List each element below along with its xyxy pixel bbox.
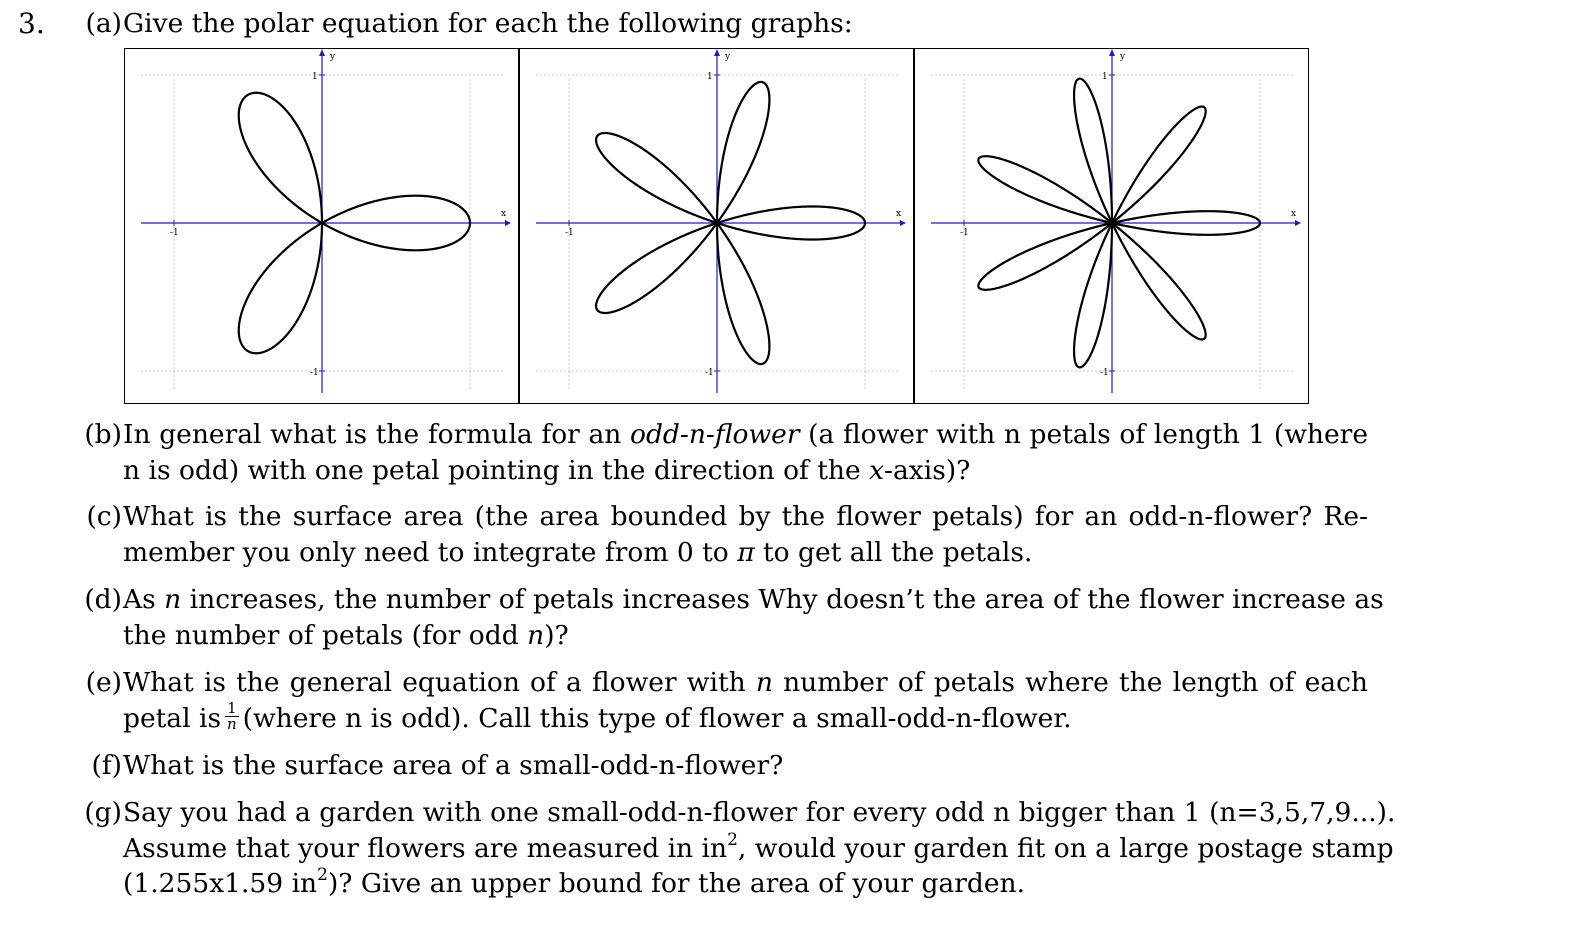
rose-graph-3-petals xyxy=(124,48,519,404)
text-span: , would your garden fit on a large postage stamp xyxy=(737,832,1394,864)
rose-graph-7-petals xyxy=(914,48,1309,404)
tick-label-y-pos: 1 xyxy=(312,72,318,82)
text-span: to get all the petals. xyxy=(754,536,1033,568)
part-e xyxy=(68,665,1368,736)
text-span: )? Give an upper bound for the area of your garden. xyxy=(327,868,1026,899)
tick-label-x-neg: -1 xyxy=(565,228,574,238)
text-span: As xyxy=(123,584,165,615)
text-span: Assume that your flowers are measured in in xyxy=(123,832,728,864)
superscript: 2 xyxy=(317,865,328,886)
part-g-line-3 xyxy=(123,866,1368,902)
part-c xyxy=(68,499,1368,570)
x-axis-label: x xyxy=(501,209,507,219)
part-g-line-1: Say you had a garden with one small-odd-n-flower for every odd n bigger than 1 (n=3,5,7,9...). xyxy=(123,797,1396,828)
part-f-text: What is the surface area of a small-odd-n-flower? xyxy=(123,750,784,781)
n-variable: n xyxy=(755,667,773,698)
text-span: (1.255x1.59 in xyxy=(123,868,318,899)
n-variable: n xyxy=(527,619,545,651)
part-e-label: (e) xyxy=(85,667,122,698)
part-c-line-1: What is the surface area (the area bounded by the flower petals) for an odd-n-flower? Re- xyxy=(123,501,1368,532)
part-f-label: (f) xyxy=(91,750,122,781)
y-axis-label: y xyxy=(725,52,731,62)
rose-plot xyxy=(125,49,518,403)
part-d xyxy=(68,582,1384,653)
text-span: What is the general equation of a flower with xyxy=(123,667,756,698)
text-span: petal is xyxy=(123,702,222,734)
rose-plot xyxy=(520,49,913,403)
text-span: increases, the number of petals increases Why doesn’t the area of the flower increase as xyxy=(181,584,1384,615)
part-a-label: (a) xyxy=(85,8,122,39)
part-a xyxy=(68,6,1368,42)
part-g xyxy=(68,795,1396,902)
x-axis-arrow xyxy=(1295,220,1301,226)
part-e-line-2 xyxy=(123,701,1368,737)
rose-graph-5-petals xyxy=(519,48,914,404)
question-number: 3. xyxy=(18,7,45,40)
fraction-numerator: 1 xyxy=(227,699,237,717)
tick-label-y-pos: 1 xyxy=(1102,72,1108,82)
odd-n-flower-term: odd-n-flower xyxy=(630,419,800,450)
x-axis-label: x xyxy=(896,209,902,219)
fraction-denominator: n xyxy=(227,715,237,733)
part-a-text: Give the polar equation for each the following graphs: xyxy=(123,8,853,39)
y-axis-arrow xyxy=(1109,49,1115,56)
tick-label-x-neg: -1 xyxy=(170,228,179,238)
text-span: n is odd) with one petal pointing in the direction of the xyxy=(123,454,870,486)
text-span: In general what is the formula for an xyxy=(123,419,630,450)
part-c-label: (c) xyxy=(86,501,122,532)
part-g-line-2 xyxy=(123,829,1394,867)
n-variable: n xyxy=(164,584,182,615)
pi-symbol: π xyxy=(737,536,755,568)
text-span: )? xyxy=(544,619,569,651)
part-d-line-2 xyxy=(123,618,1368,654)
y-axis-arrow xyxy=(714,49,720,56)
superscript: 2 xyxy=(727,829,738,850)
x-axis-arrow xyxy=(505,220,511,226)
tick-label-y-neg: -1 xyxy=(1100,368,1109,378)
text-span: -axis)? xyxy=(884,454,971,486)
tick-label-y-neg: -1 xyxy=(705,368,714,378)
y-axis-label: y xyxy=(1120,52,1126,62)
y-axis-arrow xyxy=(319,49,325,56)
text-span: (where n is odd). Call this type of flower a small-odd-n-flower. xyxy=(242,702,1072,734)
fraction-one-over-n xyxy=(225,701,239,732)
part-g-label: (g) xyxy=(84,797,122,828)
text-span: (a flower with n petals of length 1 (where xyxy=(799,419,1368,450)
part-d-label: (d) xyxy=(84,584,122,615)
text-span: the number of petals (for odd xyxy=(123,619,528,651)
x-axis-arrow xyxy=(900,220,906,226)
x-variable: x xyxy=(869,454,885,486)
tick-label-y-neg: -1 xyxy=(310,368,319,378)
part-b xyxy=(68,417,1368,488)
part-c-line-2 xyxy=(123,535,1368,571)
part-e-line-1 xyxy=(123,665,1368,701)
part-b-line-2 xyxy=(123,453,1368,489)
y-axis-label: y xyxy=(330,52,336,62)
rose-plot xyxy=(915,49,1308,403)
tick-label-x-neg: -1 xyxy=(960,228,969,238)
tick-label-y-pos: 1 xyxy=(707,72,713,82)
x-axis-label: x xyxy=(1291,209,1297,219)
part-b-label: (b) xyxy=(84,419,122,450)
part-b-line-1 xyxy=(123,417,1368,453)
part-f xyxy=(68,748,1368,784)
text-span: number of petals where the length of each xyxy=(772,667,1368,698)
part-d-line-1 xyxy=(123,582,1384,618)
text-span: member you only need to integrate from 0 to xyxy=(123,536,738,568)
